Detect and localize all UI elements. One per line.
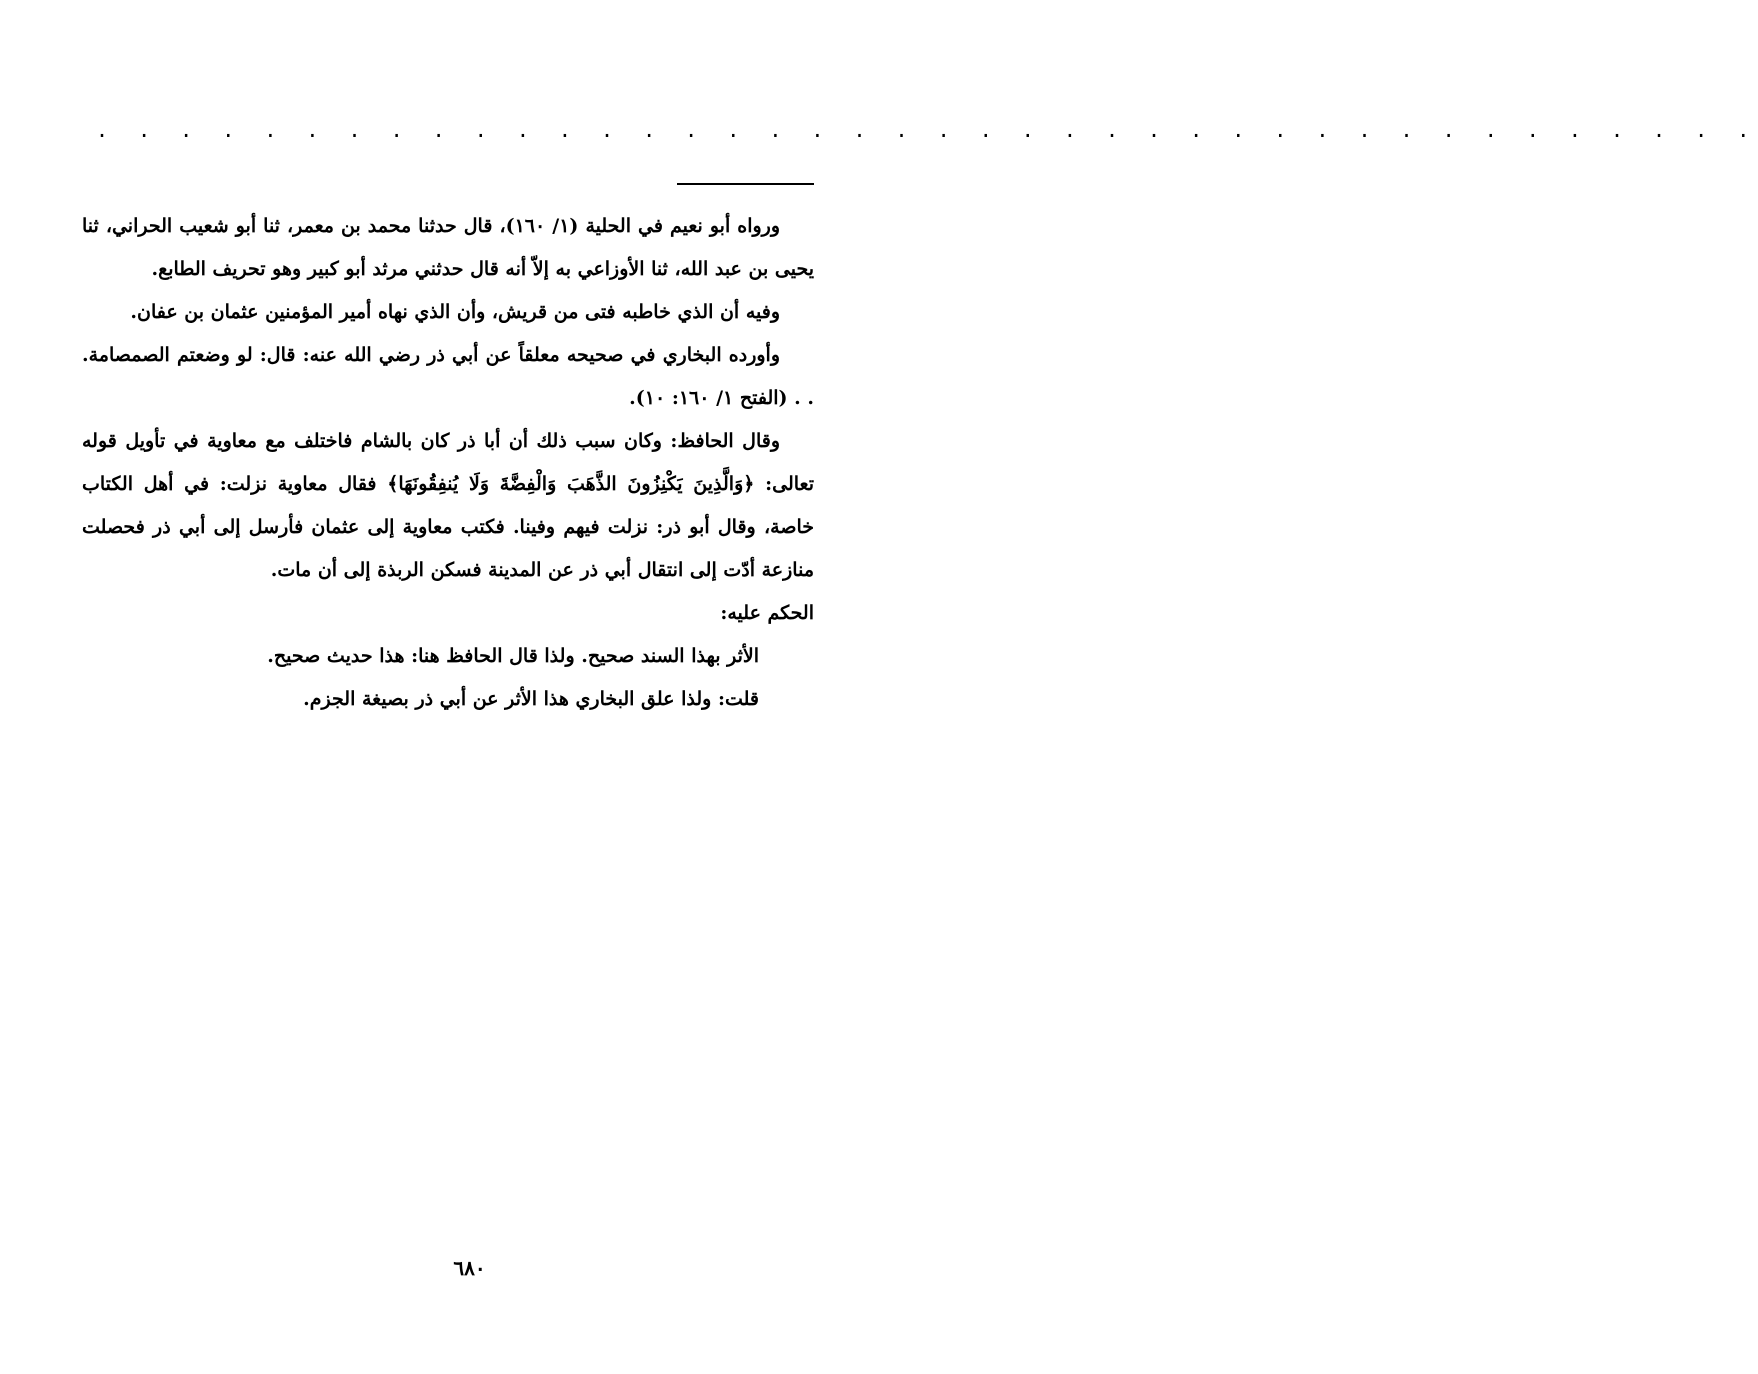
- paragraph-bukhari: وأورده البخاري في صحيحه معلقاً عن أبي ذر رضي الله عنه: قال: لو وضعتم الصمصامة. . . (الفتح ١/ ١٦٠: ١٠).: [82, 344, 814, 409]
- page-number: ٦٨٠: [453, 1256, 486, 1280]
- footnote-rule: [677, 183, 814, 185]
- ruling-line-2: قلت: ولذا علق البخاري هذا الأثر عن أبي ذر بصيغة الجزم.: [303, 688, 759, 710]
- paragraph-abu-nuaym: ورواه أبو نعيم في الحلية (١/ ١٦٠)، قال حدثنا محمد بن معمر، ثنا أبو شعيب الحراني، ثنا يحيى بن عبد الله، ثنا الأوزاعي به إلاّ أنه قال حدثني مرثد أبو كبير وهو تحريف الطابع.: [82, 215, 814, 280]
- ruling-line-1: الأثر بهذا السند صحيح. ولذا قال الحافظ هنا: هذا حديث صحيح.: [267, 645, 759, 667]
- dotted-separator: . . . . . . . . . . . . . . . . . . . . . . . . . . . . . . . . . . . . . . . .: [96, 118, 1758, 142]
- paragraph-quraysh: وفيه أن الذي خاطبه فتى من قريش، وأن الذي نهاه أمير المؤمنين عثمان بن عفان.: [130, 301, 780, 323]
- footnote-text: [82, 205, 814, 721]
- ruling-heading: الحكم عليه:: [720, 602, 814, 624]
- paragraph-hafiz: وقال الحافظ: وكان سبب ذلك أن أبا ذر كان بالشام فاختلف مع معاوية في تأويل قوله تعالى: ﴿وَالَّذِينَ يَكْنِزُونَ الذَّهَبَ وَالْفِضَّةَ وَلَا يُنفِقُونَهَا﴾ فقال معاوية نزلت: في أهل الكتاب خاصة، وقال أبو ذر: نزلت فيهم وفينا. فكتب معاوية إلى عثمان فأرسل إلى أبي ذر فحصلت منازعة أدّت إلى انتقال أبي ذر عن المدينة فسكن الربذة إلى أن مات.: [82, 430, 814, 581]
